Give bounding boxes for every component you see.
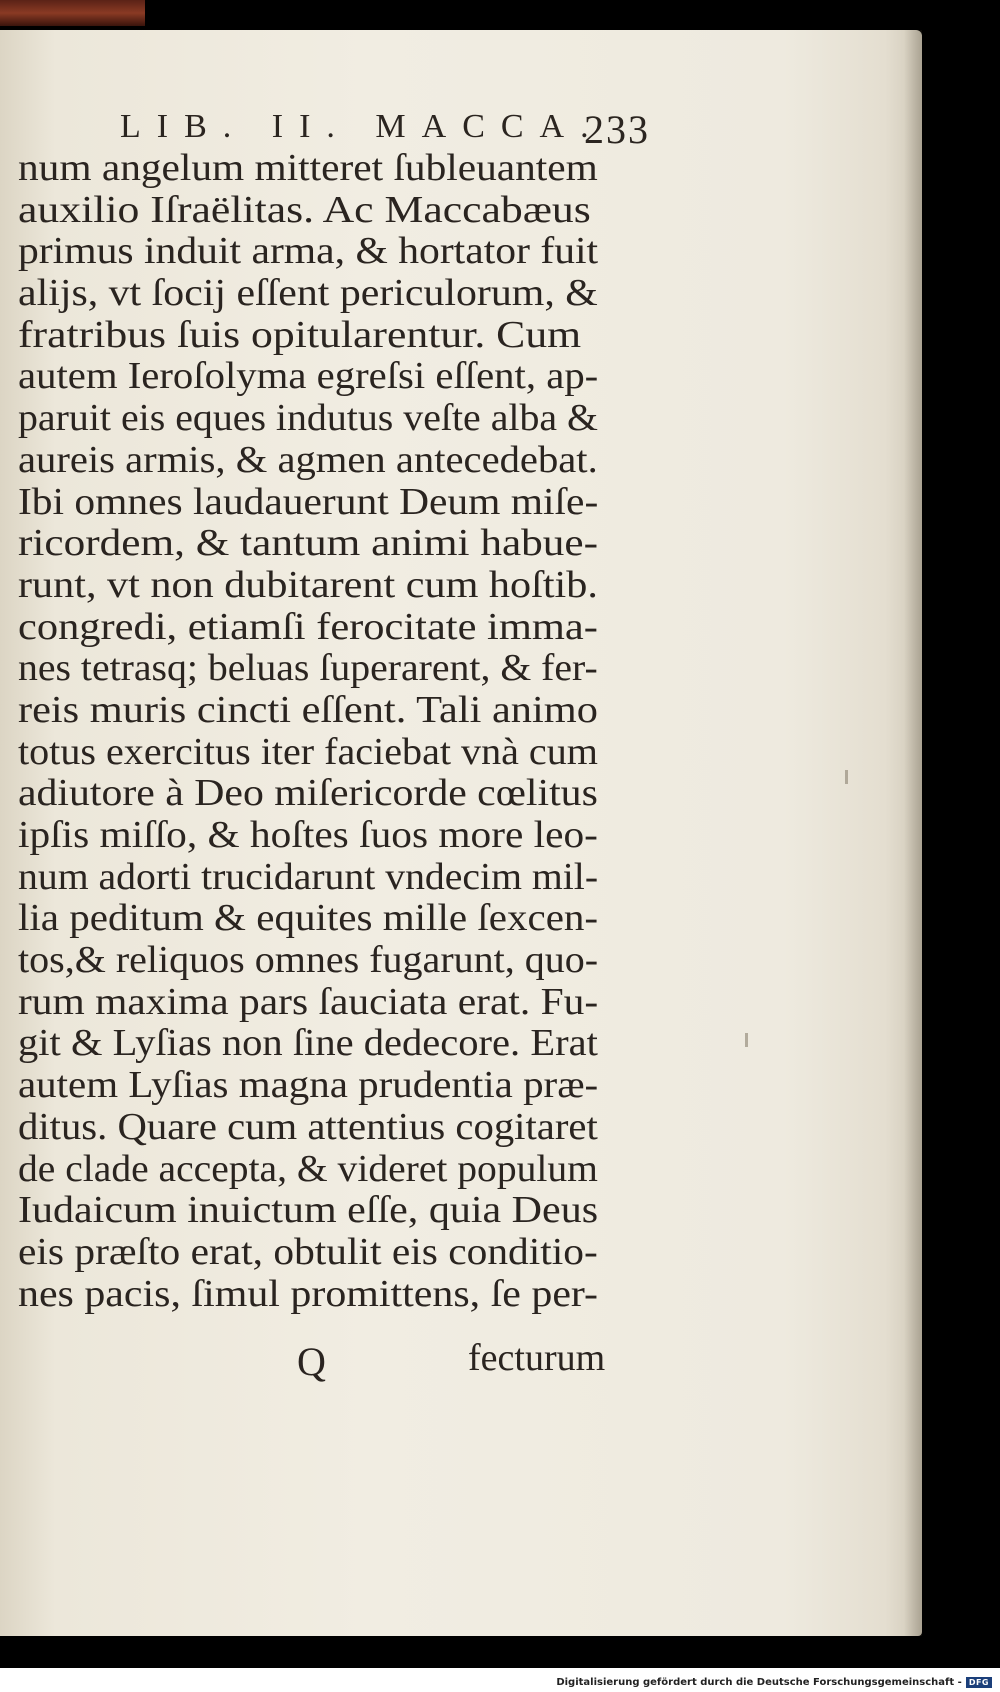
text-line-content: congredi, etiamſi ferocitate imma-: [18, 605, 598, 648]
binding-edge: [0, 0, 145, 26]
signature-mark: Q: [297, 1339, 326, 1384]
page-edge-shadow: [904, 30, 922, 1636]
text-line-content: paruit eis eques indutus veſte alba &: [18, 397, 599, 440]
text-line-content: de clade accepta, & videret populum: [18, 1147, 598, 1190]
text-line: [18, 356, 658, 398]
page-number: 233: [584, 107, 650, 152]
text-line-content: adiutore à Deo miſericorde cœlitus: [18, 772, 598, 815]
margin-mark: [845, 770, 848, 784]
footer-credit-text: Digitalisierung gefördert durch die Deutsche Forschungsgemeinschaft -: [556, 1676, 962, 1688]
text-line: [18, 1107, 658, 1149]
text-line-content: aureis armis, & agmen antecedebat.: [18, 438, 598, 481]
text-line-content: fratribus ſuis opitularentur. Cum: [18, 313, 582, 356]
text-line: [18, 607, 658, 649]
text-line-content: ipſis miſſo, & hoſtes ſuos more leo-: [18, 814, 598, 856]
text-line: [18, 1274, 658, 1316]
text-line-content: autem Ieroſolyma egreſsi eſſent, ap-: [18, 355, 599, 398]
text-line-content: lia peditum & equites mille ſexcen-: [18, 897, 599, 940]
text-line: [18, 690, 658, 732]
text-line-content: eis præſto erat, obtulit eis conditio-: [18, 1230, 598, 1273]
text-line-content: runt, vt non dubitarent cum hoſtib.: [18, 563, 598, 606]
text-line: [18, 1065, 658, 1107]
text-line: [18, 815, 658, 857]
text-line: [18, 648, 658, 690]
running-title: LIB. II. MACCA.: [120, 108, 605, 145]
text-line-content: alijs, vt ſocij eſſent periculorum, &: [18, 272, 598, 315]
text-line: [18, 857, 658, 899]
body-text: [18, 148, 658, 1315]
text-line: [18, 773, 658, 815]
text-line: [18, 732, 658, 774]
text-line: [18, 315, 658, 357]
text-line: [18, 982, 658, 1024]
text-line: [18, 1232, 658, 1274]
text-line: [18, 1023, 658, 1065]
text-line: [18, 482, 658, 524]
text-line-content: ricordem, & tantum animi habue-: [18, 522, 599, 565]
text-line: [18, 398, 658, 440]
text-line-content: nes pacis, ſimul promittens, ſe per-: [18, 1272, 599, 1315]
text-line: [18, 190, 658, 232]
book-page: [0, 30, 922, 1636]
margin-mark: [745, 1033, 748, 1047]
text-line-content: tos,& reliquos omnes fugarunt, quo-: [18, 939, 599, 982]
text-line: [18, 565, 658, 607]
text-line-content: reis muris cincti eſſent. Tali animo: [18, 688, 598, 731]
text-line-content: primus induit arma, & hortator fuit: [18, 230, 599, 273]
footer-credit: [556, 1674, 992, 1690]
text-line-content: ditus. Quare cum attentius cogitaret: [18, 1105, 598, 1148]
text-line: [18, 1149, 658, 1191]
text-line-content: Ibi omnes laudauerunt Deum miſe-: [18, 480, 599, 523]
text-line: [18, 440, 658, 482]
text-line-content: nes tetrasq; beluas ſuperarent, & fer-: [18, 647, 598, 690]
text-line-content: num adorti trucidarunt vndecim mil-: [18, 855, 599, 898]
text-line-content: auxilio Iſraëlitas. Ac Maccabæus: [18, 188, 591, 231]
text-line-content: totus exercitus iter faciebat vnà cum: [18, 730, 598, 773]
text-line-content: rum maxima pars ſauciata erat. Fu-: [18, 980, 599, 1023]
text-line-content: git & Lyſias non ſine dedecore. Erat: [18, 1022, 598, 1065]
dfg-logo: DFG: [966, 1677, 992, 1688]
text-line: [18, 898, 658, 940]
text-line-content: autem Lyſias magna prudentia præ-: [18, 1064, 599, 1107]
catchword: fecturum: [468, 1337, 606, 1379]
text-line: [18, 940, 658, 982]
text-line: [18, 148, 658, 190]
text-line: [18, 523, 658, 565]
text-line: [18, 1190, 658, 1232]
text-line-content: num angelum mitteret ſubleuantem: [18, 147, 598, 189]
text-line: [18, 273, 658, 315]
text-line-content: Iudaicum inuictum eſſe, quia Deus: [18, 1189, 599, 1232]
text-line: [18, 231, 658, 273]
